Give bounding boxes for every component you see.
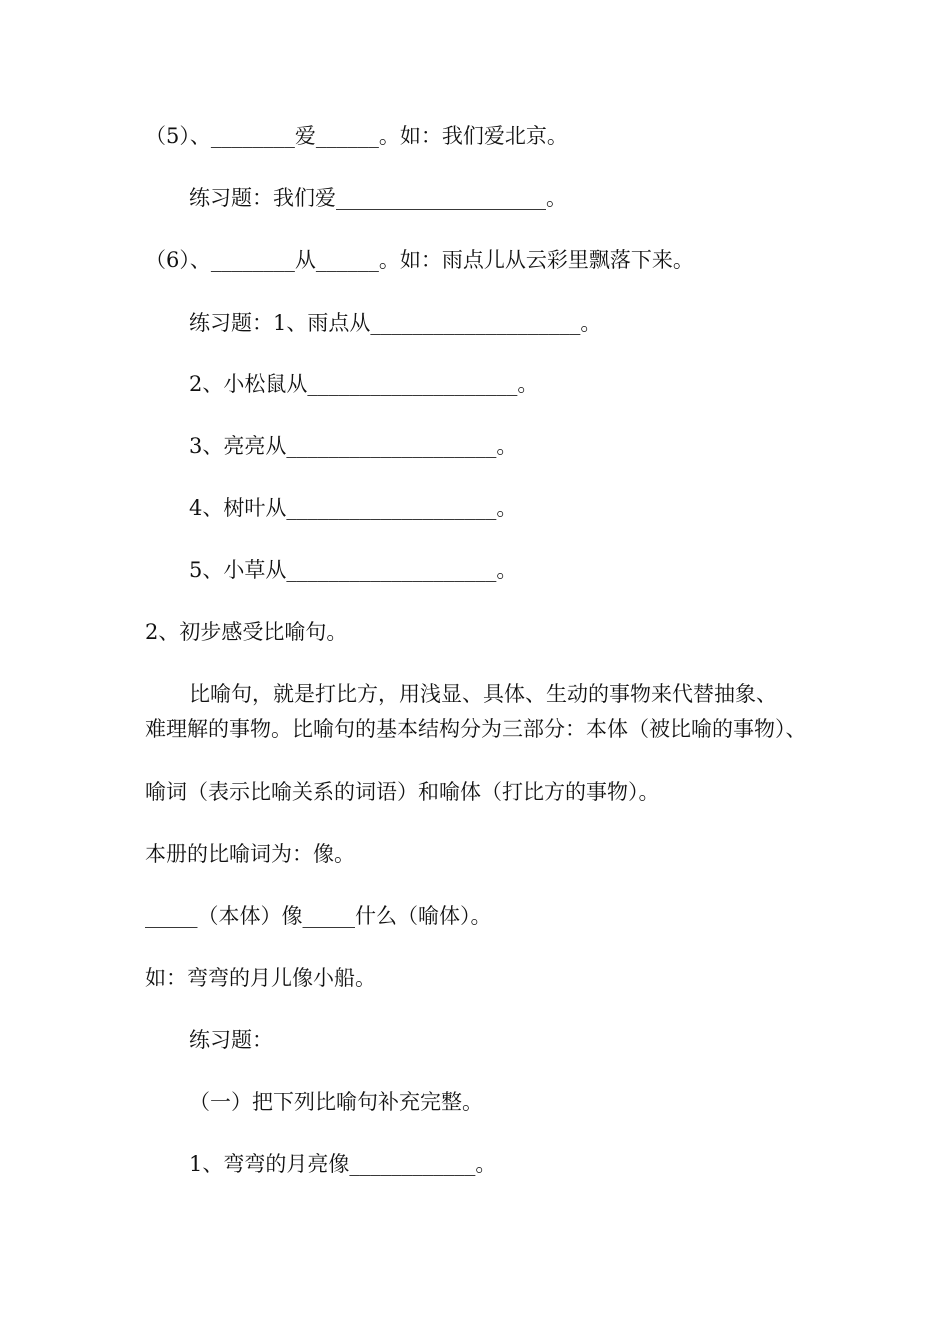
simile-example-line: 如：弯弯的月儿像小船。: [145, 966, 376, 990]
simile-words-line: 本册的比喻词为：像。: [145, 842, 355, 866]
pattern-5-line: （5）、________爱______。如：我们爱北京。: [145, 124, 568, 148]
exercise-6-item-1: 练习题：1、雨点从____________________。: [189, 311, 602, 335]
pattern-6-line: （6）、________从______。如：雨点儿从云彩里飘落下来。: [145, 248, 694, 272]
simile-structure-line: _____（本体）像_____什么（喻体）。: [145, 904, 492, 928]
paragraph-line-1: 比喻句，就是打比方，用浅显、具体、生动的事物来代替抽象、: [189, 682, 777, 706]
paragraph-line-3: 喻词（表示比喻关系的词语）和喻体（打比方的事物）。: [145, 780, 660, 804]
exercise-5-line: 练习题：我们爱____________________。: [189, 186, 567, 210]
exercise-6-item-2: 2、小松鼠从____________________。: [189, 372, 539, 396]
section-heading: 2、初步感受比喻句。: [145, 620, 348, 644]
exercise-6-item-4: 4、树叶从____________________。: [189, 496, 518, 520]
paragraph-line-2: 难理解的事物。比喻句的基本结构分为三部分：本体（被比喻的事物）、: [145, 717, 807, 741]
exercise-part-1-heading: （一）把下列比喻句补充完整。: [189, 1090, 483, 1114]
exercise-heading: 练习题：: [189, 1028, 273, 1052]
exercise-6-item-3: 3、亮亮从____________________。: [189, 434, 518, 458]
exercise-part-1-item-1: 1、弯弯的月亮像____________。: [189, 1152, 497, 1176]
exercise-6-item-5: 5、小草从____________________。: [189, 558, 518, 582]
